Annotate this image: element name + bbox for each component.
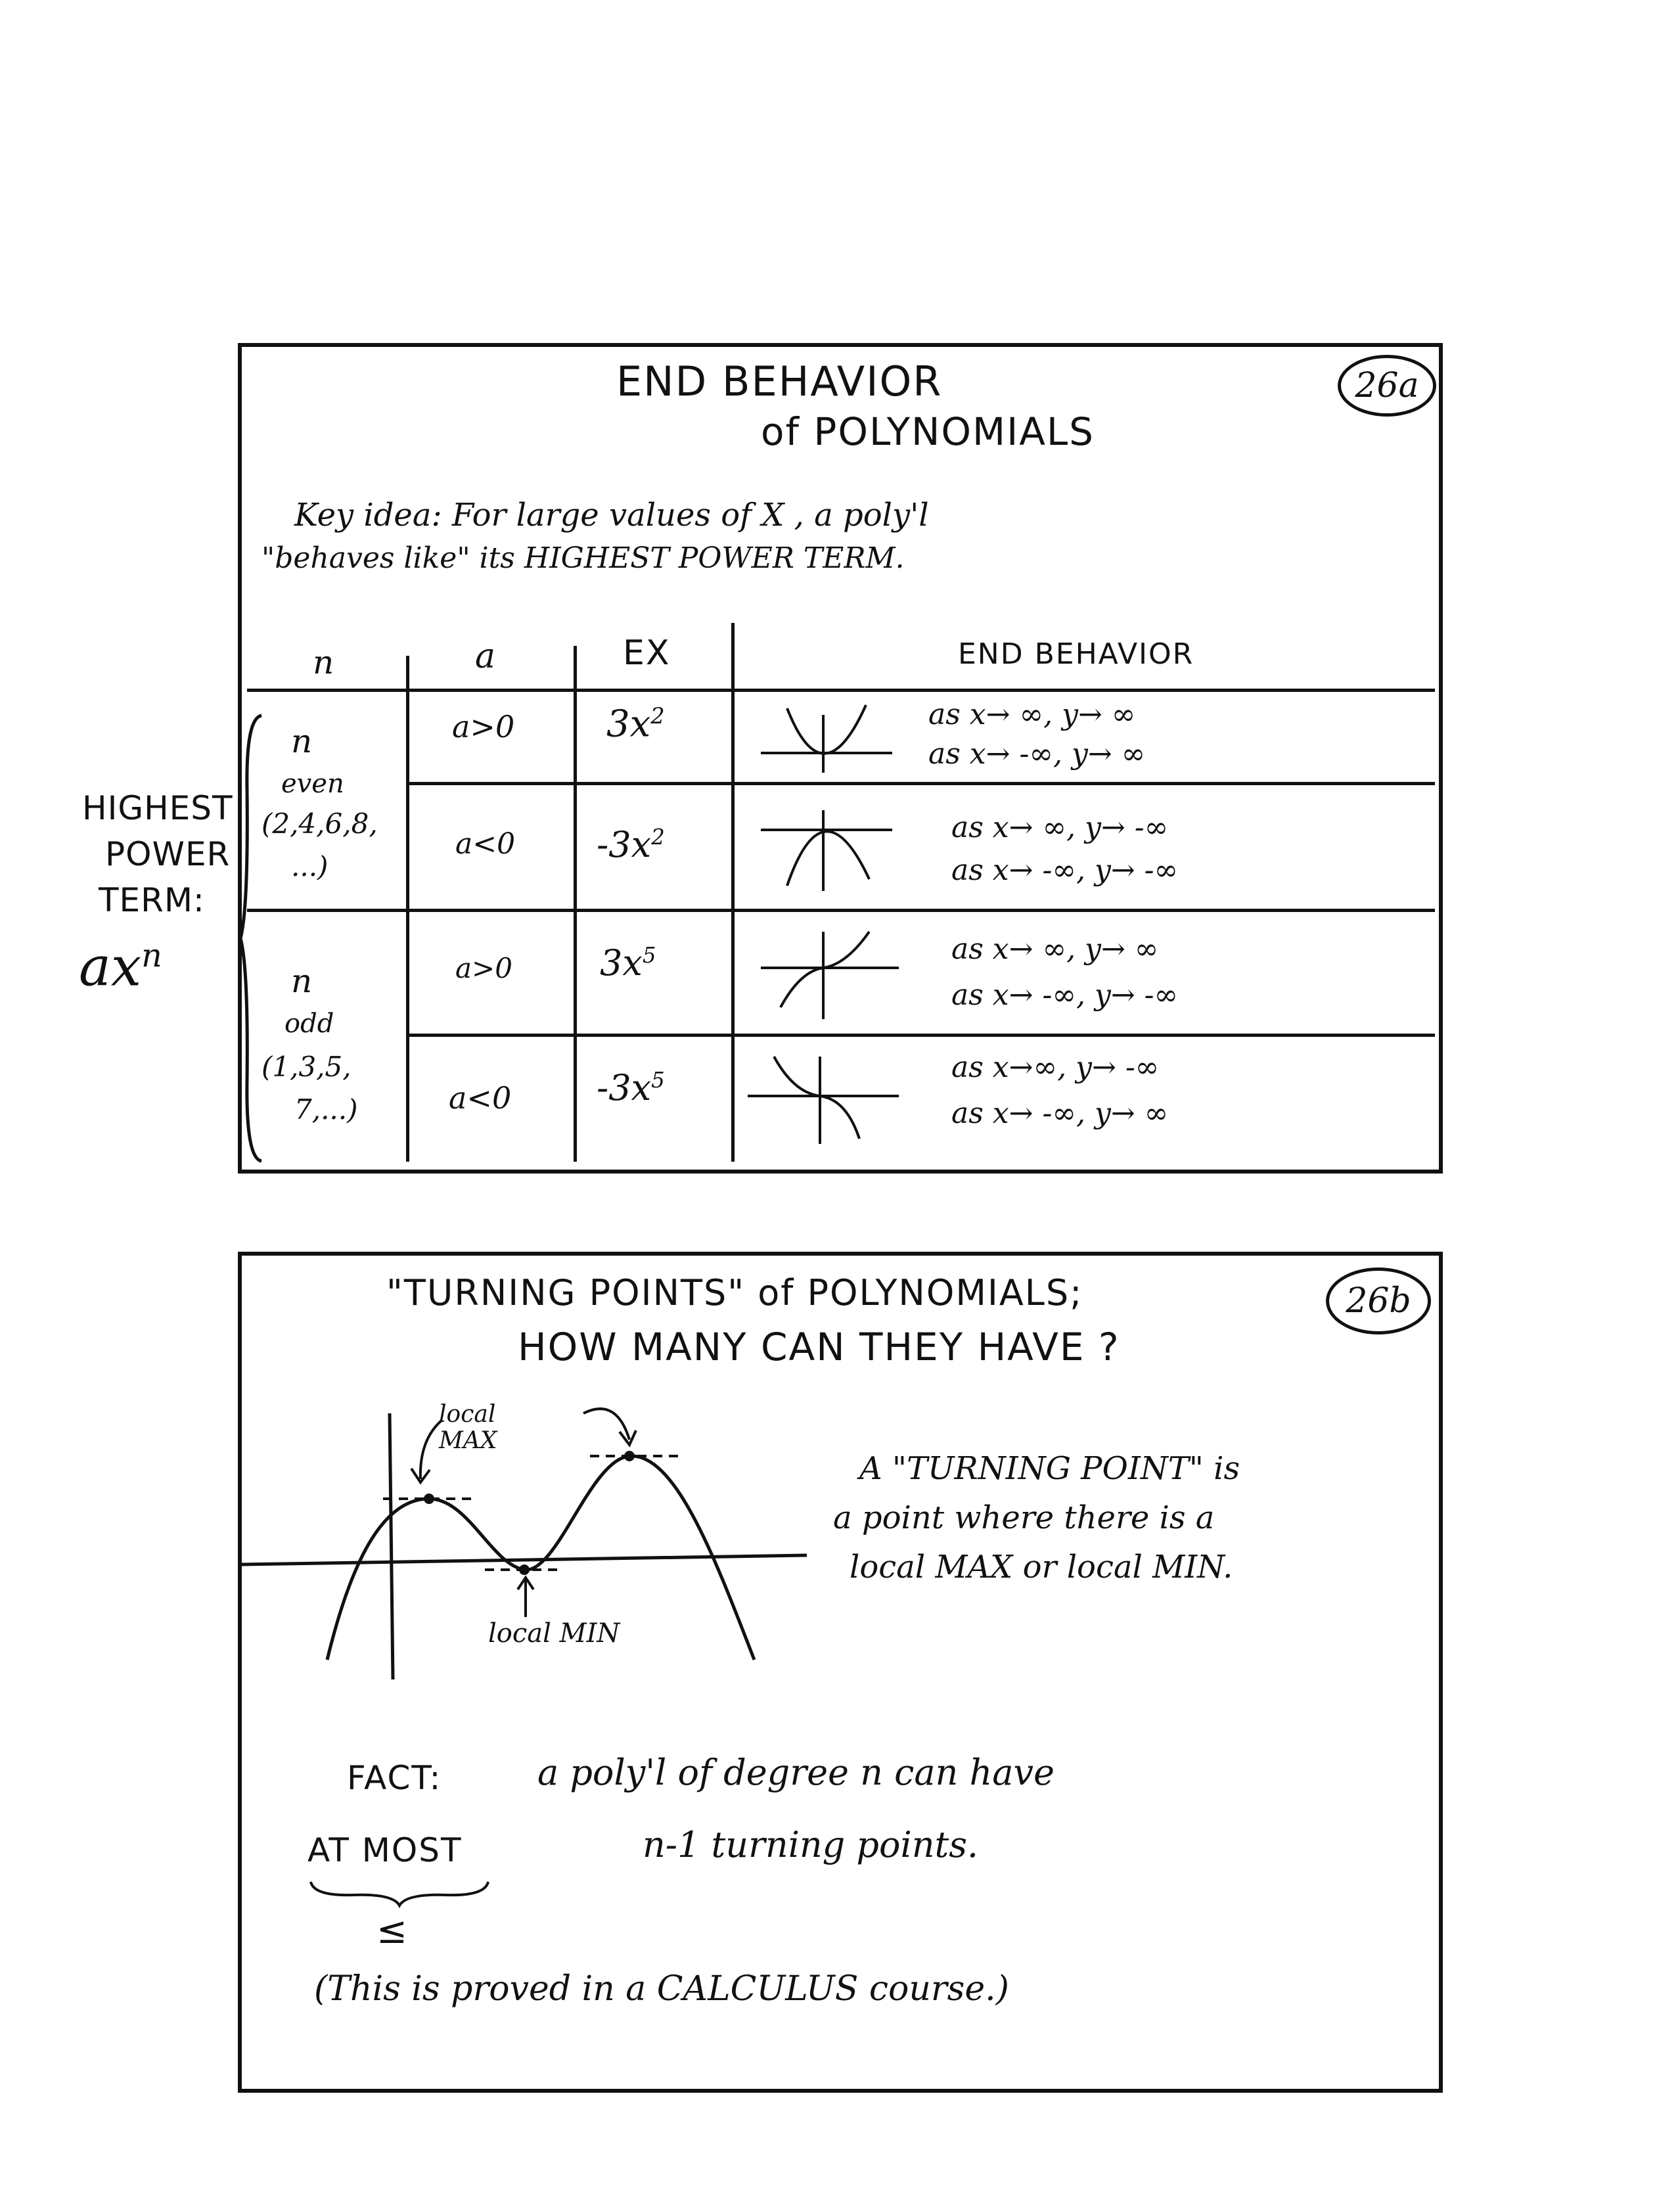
turning-points-panel bbox=[238, 1252, 1443, 2093]
side-label-ax: ax bbox=[79, 936, 142, 999]
key-idea-line1: Key idea: For large values of X , a poly'l bbox=[294, 497, 929, 534]
label-local-min: local MIN bbox=[488, 1618, 620, 1649]
side-label-exp: n bbox=[141, 936, 162, 974]
row4-ex bbox=[597, 1067, 665, 1108]
n-odd-l2: odd bbox=[284, 1009, 334, 1039]
side-label-term: TERM: bbox=[99, 881, 205, 919]
n-even-l3: (2,4,6,8, bbox=[261, 808, 378, 840]
row1-ex bbox=[606, 702, 665, 746]
leq-symbol: ≤ bbox=[376, 1909, 407, 1952]
row4-behavior-2: as x→ -∞, y→ ∞ bbox=[951, 1097, 1169, 1130]
row4-a: a<0 bbox=[449, 1080, 512, 1116]
definition-line1: A "TURNING POINT" is bbox=[859, 1450, 1240, 1487]
table-row-rule-1 bbox=[406, 782, 1435, 785]
fact-line2: n-1 turning points. bbox=[643, 1824, 979, 1865]
row2-behavior-1: as x→ ∞, y→ -∞ bbox=[951, 811, 1169, 844]
row3-ex-base: 3x bbox=[600, 942, 643, 984]
col-header-a: a bbox=[475, 637, 496, 676]
graph-down-down-icon bbox=[761, 807, 892, 892]
n-even-l1: n bbox=[291, 722, 313, 760]
graph-down-up-icon bbox=[761, 928, 899, 1020]
row1-a: a>0 bbox=[452, 709, 515, 744]
brace bbox=[239, 712, 265, 1165]
side-label-highest: HIGHEST bbox=[82, 789, 233, 827]
panel-b-title-line1: "TURNING POINTS" of POLYNOMIALS; bbox=[386, 1272, 1083, 1313]
panel-b-title-line2: HOW MANY CAN THEY HAVE ? bbox=[518, 1325, 1120, 1369]
end-behavior-panel bbox=[238, 343, 1443, 1174]
row3-a: a>0 bbox=[455, 952, 512, 984]
row4-behavior-1: as x→∞, y→ -∞ bbox=[951, 1051, 1160, 1084]
row2-ex-base: -3x bbox=[597, 824, 652, 865]
label-local-max: local MAX bbox=[439, 1401, 497, 1454]
definition-line3: local MAX or local MIN. bbox=[850, 1549, 1233, 1585]
table-divider-2 bbox=[574, 646, 577, 1162]
row1-ex-base: 3x bbox=[606, 702, 651, 746]
table-row-rule-2 bbox=[247, 909, 1435, 912]
col-header-n: n bbox=[313, 643, 334, 681]
table-divider-3 bbox=[731, 623, 735, 1162]
row1-ex-exp: 2 bbox=[650, 703, 665, 729]
col-header-end-behavior: END BEHAVIOR bbox=[958, 637, 1194, 671]
graph-up-up-icon bbox=[761, 702, 892, 774]
n-even-l4: ...) bbox=[291, 850, 329, 882]
row3-ex bbox=[600, 942, 656, 984]
row1-behavior-1: as x→ ∞, y→ ∞ bbox=[928, 698, 1136, 731]
row1-behavior-2: as x→ -∞, y→ ∞ bbox=[928, 737, 1146, 771]
n-odd-l1: n bbox=[291, 962, 313, 1000]
table-row-rule-3 bbox=[406, 1034, 1435, 1037]
row2-behavior-2: as x→ -∞, y→ -∞ bbox=[951, 854, 1179, 887]
at-most-underbrace bbox=[307, 1877, 491, 1909]
n-even-l2: even bbox=[281, 769, 344, 799]
fact-label: FACT: bbox=[347, 1759, 442, 1797]
row2-ex-exp: 2 bbox=[651, 825, 665, 850]
side-label-axn bbox=[79, 936, 162, 999]
row2-ex bbox=[597, 824, 665, 865]
key-idea-line2: "behaves like" its HIGHEST POWER TERM. bbox=[261, 541, 905, 575]
side-label-power: POWER bbox=[105, 835, 231, 873]
n-odd-l4: 7,...) bbox=[294, 1093, 358, 1126]
page-badge-26a: 26a bbox=[1338, 355, 1436, 417]
n-odd-l3: (1,3,5, bbox=[261, 1051, 352, 1083]
panel-title-line1: END BEHAVIOR bbox=[616, 357, 943, 405]
row2-a: a<0 bbox=[455, 827, 516, 861]
col-header-ex: EX bbox=[623, 633, 671, 673]
panel-title-line2: of POLYNOMIALS bbox=[761, 409, 1095, 454]
page-badge-26b: 26b bbox=[1326, 1267, 1431, 1335]
table-header-rule bbox=[247, 689, 1435, 692]
graph-up-down-icon bbox=[748, 1053, 899, 1145]
fact-line1: a poly'l of degree n can have bbox=[537, 1752, 1055, 1793]
calculus-note: (This is proved in a CALCULUS course.) bbox=[314, 1969, 1009, 2009]
row3-behavior-1: as x→ ∞, y→ ∞ bbox=[951, 932, 1159, 966]
row4-ex-base: -3x bbox=[597, 1067, 652, 1108]
row4-ex-exp: 5 bbox=[651, 1068, 665, 1093]
at-most-label: AT MOST bbox=[307, 1831, 463, 1869]
row3-behavior-2: as x→ -∞, y→ -∞ bbox=[951, 978, 1179, 1012]
row3-ex-exp: 5 bbox=[642, 943, 656, 968]
definition-line2: a point where there is a bbox=[833, 1499, 1215, 1536]
